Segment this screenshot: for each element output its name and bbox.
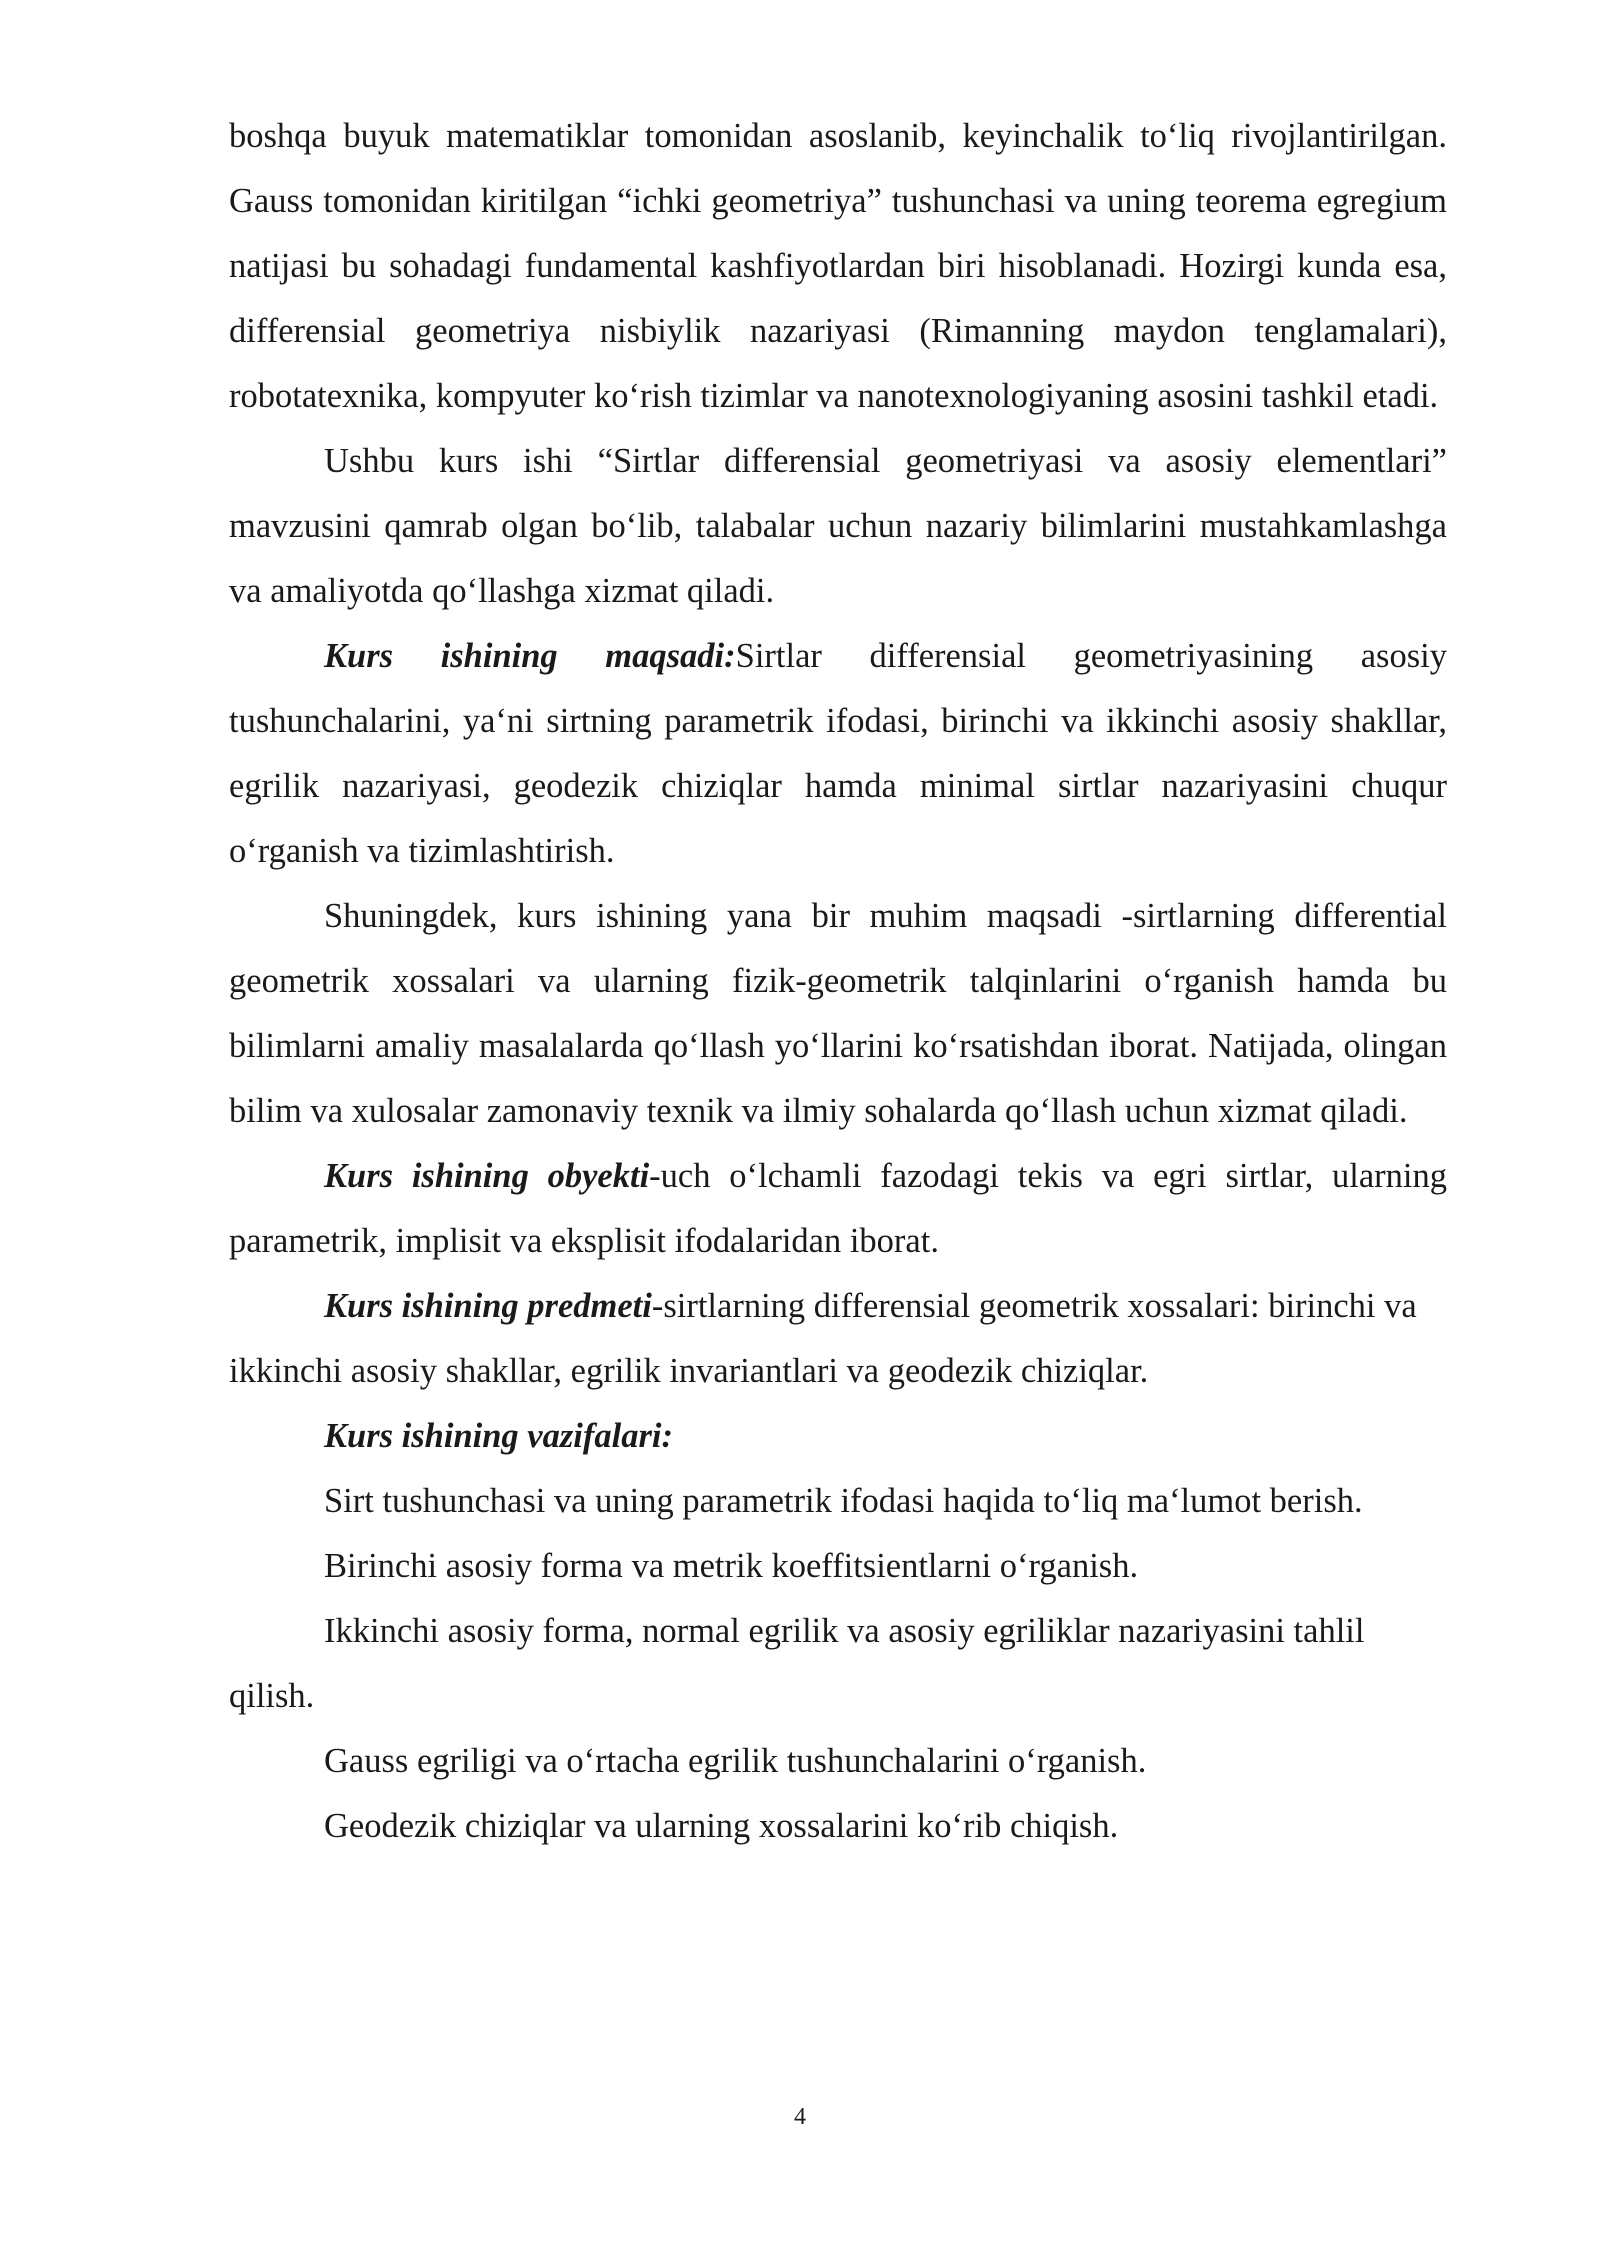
goal-label: Kurs ishining maqsadi: — [324, 637, 736, 675]
task-text: Sirt tushunchasi va uning parametrik ifodasi haqida to‘liq ma‘lumot berish. — [324, 1482, 1363, 1520]
paragraph-text: -uch o‘lchamli fazodagi tekis va egri sirtlar, ularning parametrik, implisit va eksplisit ifodalaridan iborat. — [229, 1157, 1447, 1260]
task-item — [229, 1469, 1447, 1534]
paragraph-text: -sirtlarning differensial geometrik xossalari: birinchi va ikkinchi asosiy shakllar, egrilik invariantlari va geodezik chiziqlar. — [229, 1287, 1417, 1390]
paragraph-text: Sirtlar differensial geometriyasining asosiy tushunchalarini, ya‘ni sirtning parametrik ifodasi, birinchi va ikkinchi asosiy shakllar, egrilik nazariyasi, geodezik chiziqlar hamda minimal sirtlar nazariyasini chuqur o‘rganish va tizimlashtirish. — [229, 637, 1447, 870]
object-label: Kurs ishining obyekti — [324, 1157, 650, 1195]
task-text: Ikkinchi asosiy forma, normal egrilik va asosiy egriliklar nazariyasini tahlil qilish. — [229, 1612, 1365, 1715]
paragraph-course-goal — [229, 624, 1447, 884]
task-text: Gauss egriligi va o‘rtacha egrilik tushunchalarini o‘rganish. — [324, 1742, 1147, 1780]
page-number: 4 — [794, 2104, 806, 2130]
paragraph-additional-goal — [229, 884, 1447, 1144]
subject-label: Kurs ishining predmeti — [324, 1287, 652, 1325]
paragraph-course-subject — [229, 1274, 1447, 1404]
task-item — [229, 1534, 1447, 1599]
task-item — [229, 1599, 1447, 1729]
task-item — [229, 1794, 1447, 1859]
paragraph-course-scope — [229, 429, 1447, 624]
document-page — [229, 104, 1447, 1859]
paragraph-text: boshqa buyuk matematiklar tomonidan asoslanib, keyinchalik to‘liq rivojlantirilgan. Gauss tomonidan kiritilgan “ichki geometriya” tushunchasi va uning teorema egregium natijasi bu sohadagi fundamental kashfiyotlardan biri hisoblanadi. Hozirgi kunda esa, differensial geometriya nisbiylik nazariyasi (Rimanning maydon tenglamalari), robotatexnika, kompyuter ko‘rish tizimlar va nanotexnologiyaning asosini tashkil etadi. — [229, 117, 1447, 415]
task-text: Geodezik chiziqlar va ularning xossalarini ko‘rib chiqish. — [324, 1807, 1119, 1845]
paragraph-intro-continuation — [229, 104, 1447, 429]
paragraph-course-object — [229, 1144, 1447, 1274]
paragraph-text: Shuningdek, kurs ishining yana bir muhim maqsadi -sirtlarning differential geometrik xossalari va ularning fizik-geometrik talqinlarini o‘rganish hamda bu bilimlarni amaliy masalalarda qo‘llash yo‘llarini ko‘rsatishdan iborat. Natijada, olingan bilim va xulosalar zamonaviy texnik va ilmiy sohalarda qo‘llash uchun xizmat qiladi. — [229, 897, 1447, 1130]
task-text: Birinchi asosiy forma va metrik koeffitsientlarni o‘rganish. — [324, 1547, 1139, 1585]
tasks-label: Kurs ishining vazifalari: — [324, 1417, 673, 1455]
task-item — [229, 1729, 1447, 1794]
paragraph-course-tasks-heading — [229, 1404, 1447, 1469]
paragraph-text: Ushbu kurs ishi “Sirtlar differensial geometriyasi va asosiy elementlari” mavzusini qamrab olgan bo‘lib, talabalar uchun nazariy bilimlarini mustahkamlashga va amaliyotda qo‘llashga xizmat qiladi. — [229, 442, 1447, 610]
